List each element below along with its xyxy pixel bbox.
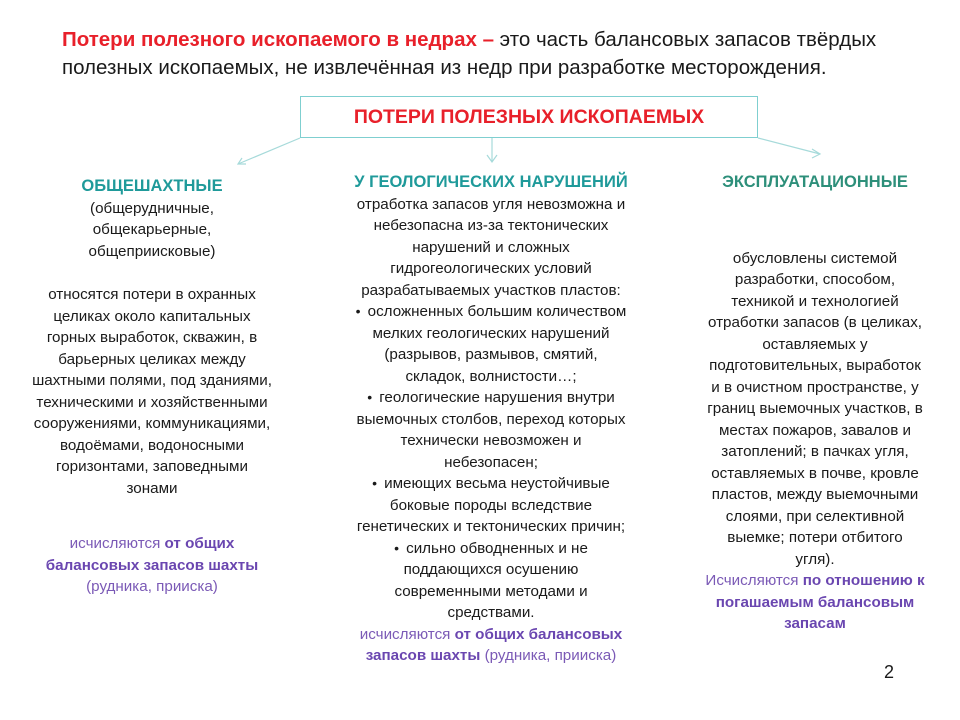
left-calc-line-1 xyxy=(6,533,298,555)
right-desc-line: техникой и технологией xyxy=(731,292,899,310)
bullet-text: технически невозможен и xyxy=(400,432,582,449)
bullet-text: осложненных большим количеством xyxy=(367,303,627,320)
bullet-item xyxy=(308,538,674,560)
right-calc-bold-3: запасам xyxy=(784,615,846,632)
right-calc-line-1 xyxy=(672,570,958,592)
middle-intro-line: нарушений и сложных xyxy=(412,238,570,256)
right-desc-line: подготовительных, выработок xyxy=(709,357,921,374)
left-desc-line: целиках около капитальных xyxy=(53,307,251,325)
left-subtitle-2: общекарьерные, xyxy=(92,221,212,238)
middle-intro-line: небезопасна из-за тектонических xyxy=(373,217,609,234)
right-calc-bold-2: погашаемым балансовым xyxy=(715,593,915,611)
right-desc-line: и в очистном пространстве, у xyxy=(711,378,919,396)
bullet-text: генетических и тектонических причин; xyxy=(356,518,626,535)
right-desc-line: угля). xyxy=(795,550,835,568)
left-desc-line: относятся потери в охранных xyxy=(48,286,256,303)
page-number: 2 xyxy=(884,662,895,682)
right-desc-line: обусловлены системой xyxy=(732,249,898,267)
bullet-text: (разрывов, размывов, смятий, xyxy=(384,346,598,363)
arrow-left xyxy=(238,138,300,164)
right-desc-line: границ выемочных участков, в xyxy=(707,400,923,417)
middle-title: У ГЕОЛОГИЧЕСКИХ НАРУШЕНИЙ xyxy=(354,173,628,191)
bullet-text: боковые породы вследствие xyxy=(389,496,593,514)
middle-intro-line: отработка запасов угля невозможна и xyxy=(356,195,626,213)
column-operational xyxy=(672,172,958,635)
right-desc-line: затоплений; в пачках угля, xyxy=(721,443,909,460)
bullet-text: мелких геологических нарушений xyxy=(372,324,610,342)
column-general-mine xyxy=(6,176,298,598)
bullet-dot-icon: • xyxy=(394,539,399,556)
column-geological xyxy=(308,172,674,667)
bullet-text: геологические нарушения внутри xyxy=(379,389,615,406)
bullet-text: имеющих весьма неустойчивые xyxy=(384,475,610,492)
right-calc-line-3 xyxy=(672,613,958,635)
main-heading-box: ПОТЕРИ ПОЛЕЗНЫХ ИСКОПАЕМЫХ xyxy=(300,96,758,138)
left-desc-line: шахтными полями, под зданиями, xyxy=(32,372,272,389)
right-desc-line: разработки, способом, xyxy=(734,271,896,288)
right-desc-line: оставляемых в почве, кровле xyxy=(711,464,919,482)
right-calc-bold-1: по отношению к xyxy=(802,572,925,589)
bullet-text: средствами. xyxy=(447,604,535,621)
right-desc-line: отработки запасов (в целиках, xyxy=(707,314,923,331)
left-calc-bold-2: балансовых запасов шахты xyxy=(45,556,259,574)
left-calc-line-2 xyxy=(6,555,298,577)
left-desc-line: водоёмами, водоносными xyxy=(60,436,244,454)
middle-calc-prefix: исчисляются xyxy=(359,625,455,643)
middle-calc-line-2 xyxy=(308,645,674,667)
right-title: ЭКСПЛУАТАЦИОННЫЕ xyxy=(722,173,908,191)
left-desc-line: зонами xyxy=(126,479,178,497)
bullet-dot-icon: • xyxy=(372,475,378,491)
bullet-item xyxy=(308,473,674,495)
bullet-text: поддающихся осушению xyxy=(403,561,579,578)
bullet-text: небезопасен; xyxy=(444,453,538,471)
middle-calc-suffix: (рудника, прииска) xyxy=(480,647,617,664)
bullet-text: выемочных столбов, переход которых xyxy=(356,410,626,428)
definition-term: Потери полезного ископаемого в недрах – xyxy=(62,28,494,51)
right-desc-line: оставляемых у xyxy=(762,335,868,353)
left-desc-line: сооружениями, коммуникациями, xyxy=(33,415,271,432)
bullet-text: складок, волнистости…; xyxy=(405,367,577,385)
right-desc-line: местах пожаров, завалов и xyxy=(718,421,912,439)
definition-body: это часть балансовых запасов твёрдых полезных ископаемых, не извлечённая из недр при разработке месторождения. xyxy=(62,28,877,79)
left-calc-prefix: исчисляются xyxy=(69,535,165,552)
right-desc-line: слоями, при селективной xyxy=(725,507,905,525)
right-calc-line-2 xyxy=(672,592,958,614)
left-subtitle-3: общеприисковые) xyxy=(88,242,216,260)
right-desc-line: пластов, между выемочными xyxy=(711,486,919,503)
bullet-text: сильно обводненных и не xyxy=(406,539,588,557)
middle-intro-line: разрабатываемых участков пластов: xyxy=(361,281,621,299)
left-desc-line: барьерных целиках между xyxy=(58,350,246,368)
left-title: ОБЩЕШАХТНЫЕ xyxy=(81,177,223,195)
bullet-dot-icon: • xyxy=(355,303,361,319)
left-desc-line: горизонтами, заповедными xyxy=(56,458,248,475)
left-subtitle-1: (общерудничные, xyxy=(90,199,214,217)
bullet-item xyxy=(308,301,674,323)
middle-calc-line-1 xyxy=(308,624,674,646)
left-calc-bold-1: от общих xyxy=(164,535,235,552)
middle-calc-bold-1: от общих балансовых xyxy=(454,625,623,643)
left-calc-suffix: (рудника, прииска) xyxy=(86,578,218,595)
bullet-text: современными методами и xyxy=(394,582,588,600)
right-desc-line: выемке; потери отбитого xyxy=(727,529,903,546)
middle-intro-line: гидрогеологических условий xyxy=(390,260,592,277)
left-desc-line: горных выработок, скважин, в xyxy=(46,329,258,346)
left-desc-line: техническими и хозяйственными xyxy=(36,393,268,411)
bullet-dot-icon: • xyxy=(367,389,373,405)
middle-calc-bold-2: запасов шахты xyxy=(365,647,481,664)
bullet-item xyxy=(308,387,674,409)
right-calc-prefix: Исчисляются xyxy=(705,572,803,589)
arrow-right xyxy=(758,138,820,154)
